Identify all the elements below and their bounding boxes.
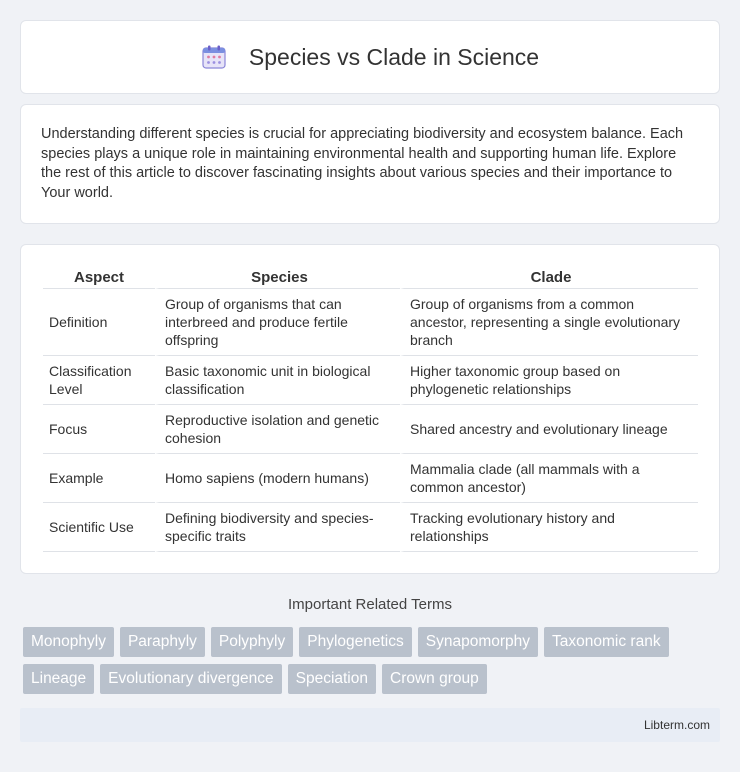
row-clade: Higher taxonomic group based on phylogenetic relationships [400, 356, 698, 405]
table-row [43, 405, 698, 454]
row-clade: Tracking evolutionary history and relationships [400, 503, 698, 552]
tag-phylogenetics[interactable]: Phylogenetics [299, 627, 412, 657]
row-species: Homo sapiens (modern humans) [155, 454, 400, 503]
footer-site-link[interactable]: Libterm.com [643, 718, 710, 732]
tag-crown-group[interactable]: Crown group [382, 664, 487, 694]
row-species: Group of organisms that can interbreed and produce fertile offspring [155, 289, 400, 356]
tag-taxonomic-rank[interactable]: Taxonomic rank [544, 627, 669, 657]
related-terms-list [23, 627, 723, 694]
comparison-card [20, 244, 720, 574]
row-clade: Shared ancestry and evolutionary lineage [400, 405, 698, 454]
row-species: Basic taxonomic unit in biological classification [155, 356, 400, 405]
intro-text: Understanding different species is crucial for appreciating biodiversity and ecosystem balance. Each species plays a unique role in maintaining environmental health and supporting human life. Explore the rest of this article to discover fascinating insights about various species and their importance to Your world. [41, 126, 684, 201]
table-header-row [43, 265, 698, 289]
header-card [20, 20, 720, 94]
table-row [43, 454, 698, 503]
footer [20, 708, 720, 742]
row-aspect: Example [43, 454, 155, 503]
row-clade: Group of organisms from a common ancestor, representing a single evolutionary branch [400, 289, 698, 356]
calendar-icon [201, 44, 227, 70]
comparison-table [43, 265, 698, 552]
intro-card [20, 104, 720, 224]
header-species: Species [155, 265, 400, 289]
table-row [43, 356, 698, 405]
row-aspect: Definition [43, 289, 155, 356]
tag-lineage[interactable]: Lineage [23, 664, 94, 694]
tag-polyphyly[interactable]: Polyphyly [211, 627, 293, 657]
related-terms-title: Important Related Terms [288, 596, 452, 613]
row-aspect: Scientific Use [43, 503, 155, 552]
row-aspect: Classification Level [43, 356, 155, 405]
page-title: Species vs Clade in Science [248, 43, 540, 70]
tag-synapomorphy[interactable]: Synapomorphy [418, 627, 538, 657]
row-species: Defining biodiversity and species-specific traits [155, 503, 400, 552]
header-aspect: Aspect [43, 265, 155, 289]
row-aspect: Focus [43, 405, 155, 454]
header-clade: Clade [400, 265, 698, 289]
tag-monophyly[interactable]: Monophyly [23, 627, 114, 657]
tag-paraphyly[interactable]: Paraphyly [120, 627, 205, 657]
tag-evolutionary-divergence[interactable]: Evolutionary divergence [100, 664, 281, 694]
table-row [43, 289, 698, 356]
table-row [43, 503, 698, 552]
tag-speciation[interactable]: Speciation [288, 664, 376, 694]
row-clade: Mammalia clade (all mammals with a common ancestor) [400, 454, 698, 503]
row-species: Reproductive isolation and genetic cohesion [155, 405, 400, 454]
